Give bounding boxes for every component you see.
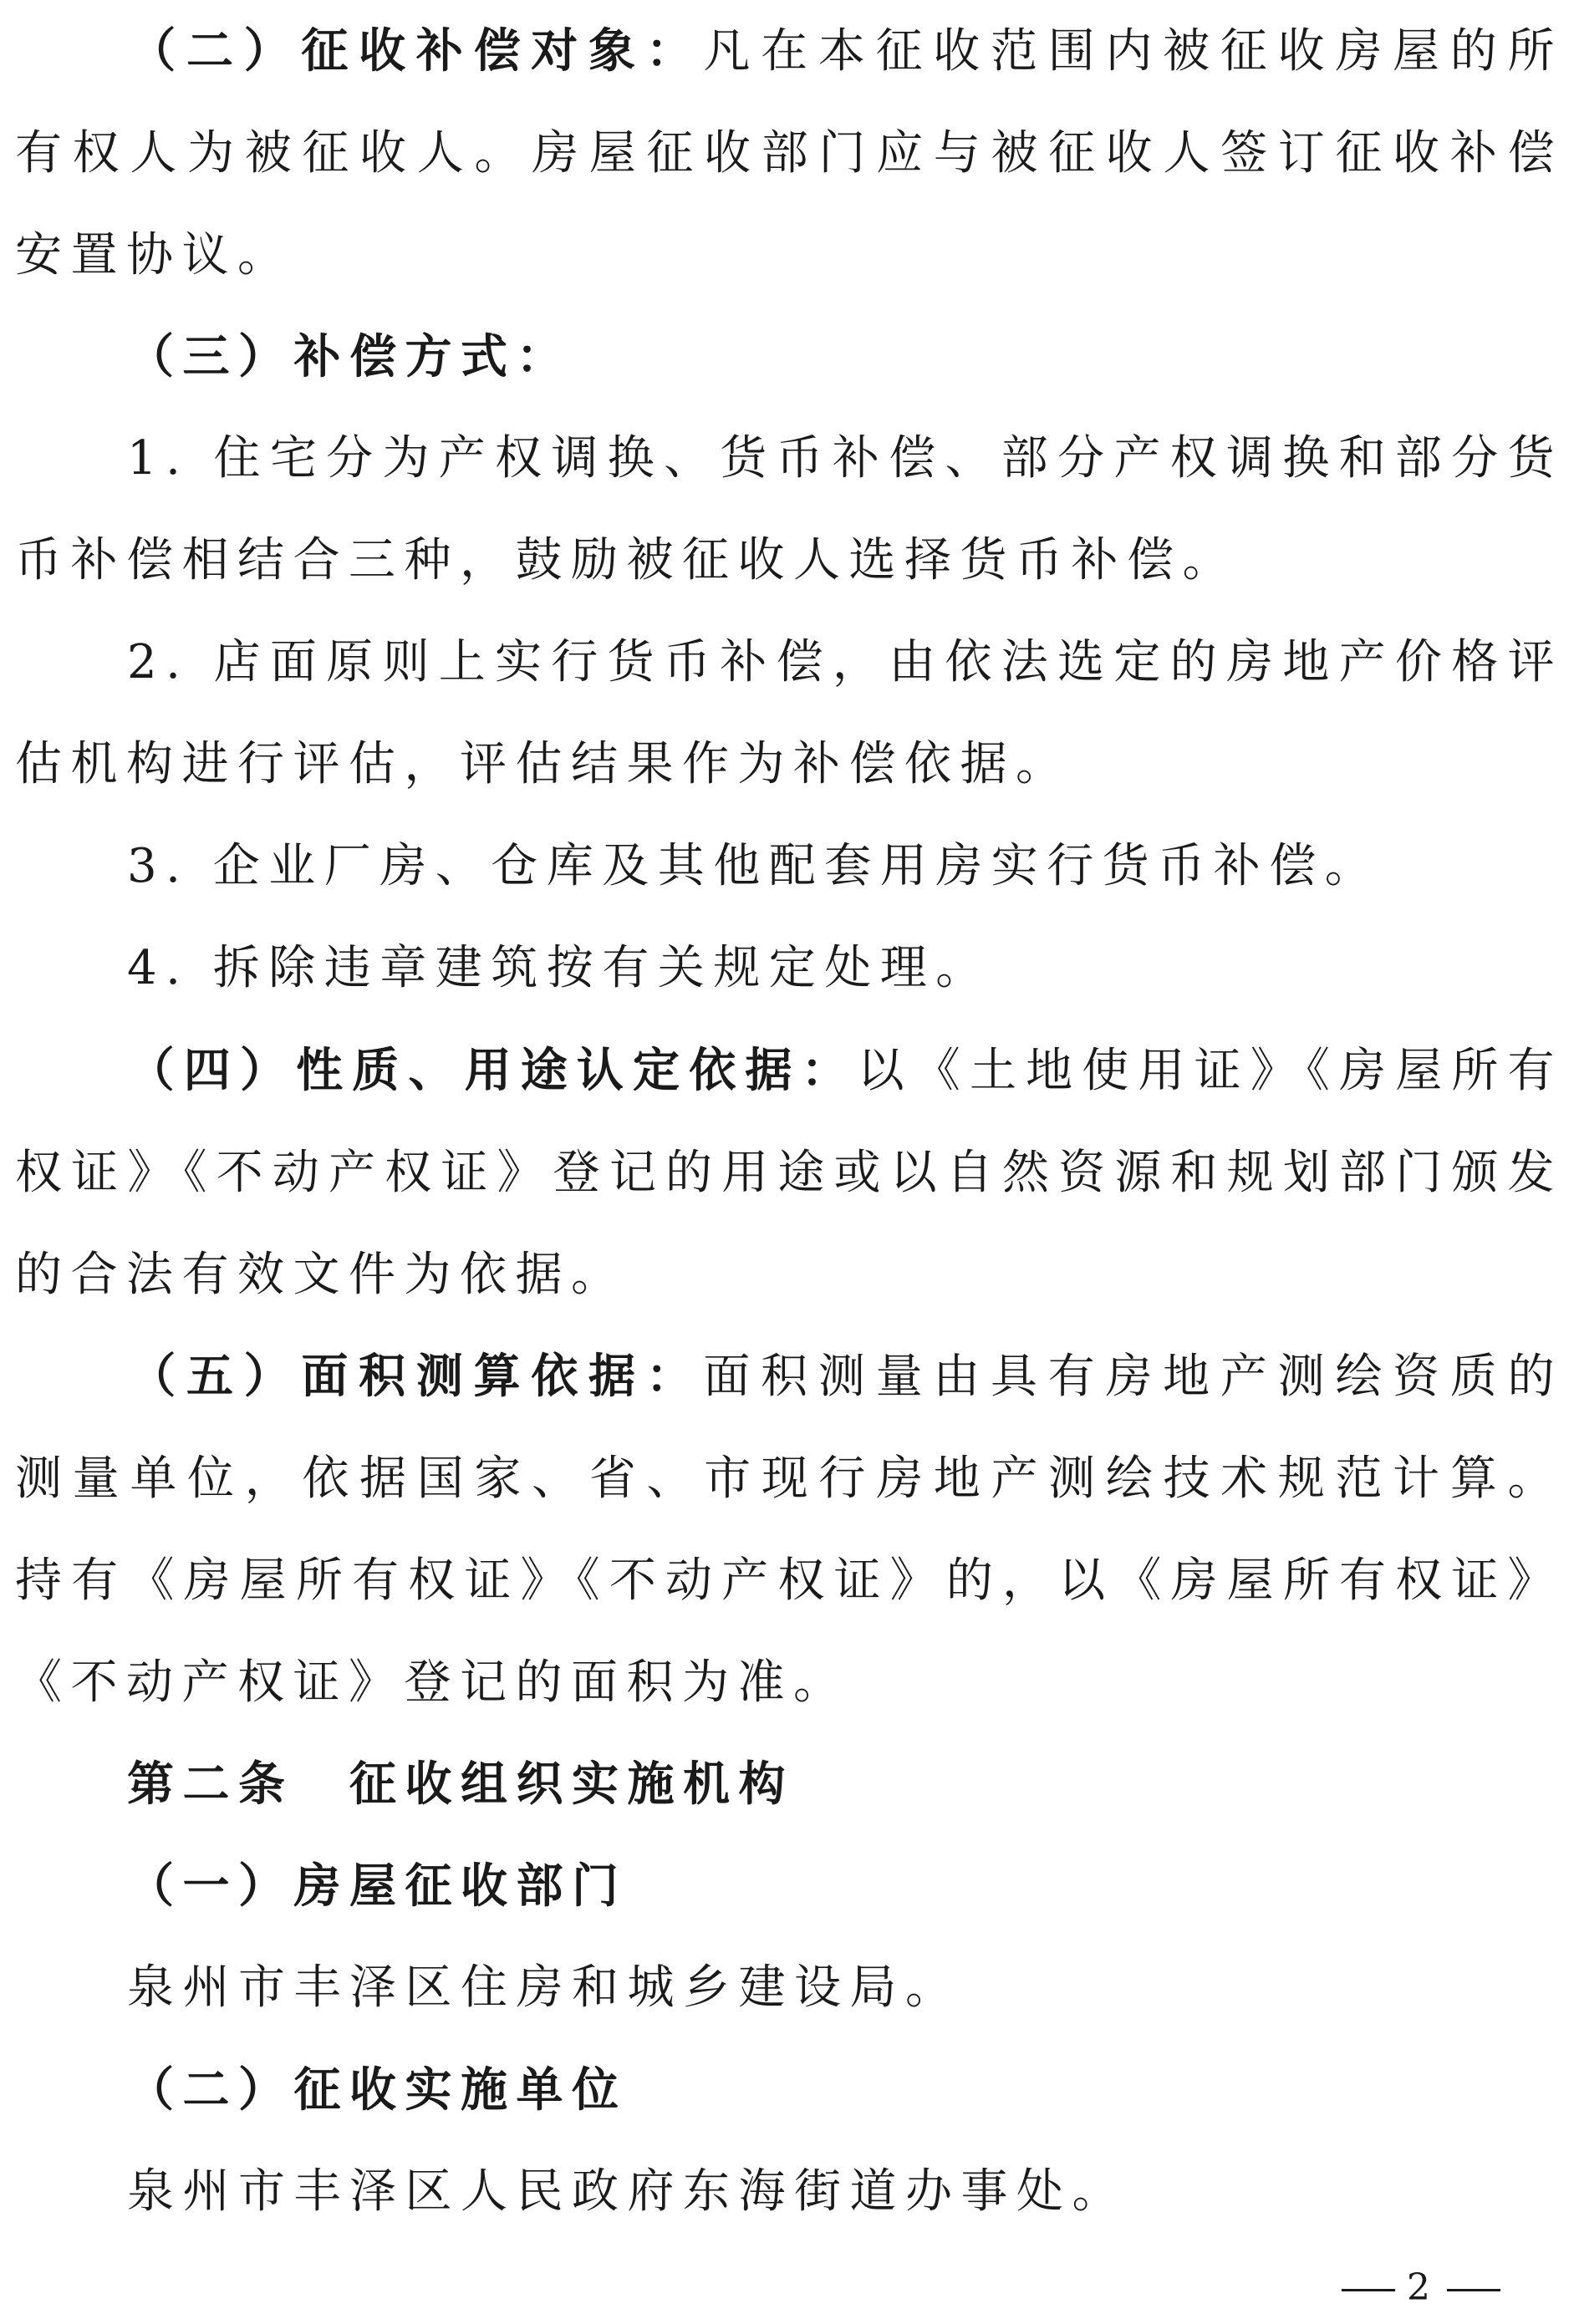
paragraph-usage-basis bbox=[15, 1020, 1563, 1326]
paragraph-lead: （三）补偿方式： bbox=[127, 329, 572, 384]
paragraph-text: 3. 企业厂房、仓库及其他配套用房实行货币补偿。 bbox=[127, 839, 1381, 893]
paragraph-area-basis bbox=[15, 1325, 1563, 1734]
section-title: （二）征收实施单位 bbox=[127, 2062, 628, 2118]
paragraph-text: 泉州市丰泽区人民政府东海街道办事处。 bbox=[127, 2164, 1128, 2219]
section-title: （一）房屋征收部门 bbox=[127, 1859, 628, 1914]
page-number: 2 bbox=[1407, 2266, 1435, 2309]
article-title: 第二条 征收组织实施机构 bbox=[127, 1757, 794, 1812]
paragraph-text: 4. 拆除违章建筑按有关规定处理。 bbox=[127, 941, 991, 995]
paragraph-lead: （四）性质、用途认定依据： bbox=[127, 1043, 858, 1098]
paragraph-housing-department bbox=[15, 1937, 1563, 2039]
article-heading bbox=[15, 1733, 1563, 1835]
paragraph-text: 泉州市丰泽区住房和城乡建设局。 bbox=[127, 1960, 961, 2015]
paragraph-body: 凡在本征收范围内被征收房屋的所有权人为被征收人。房屋征收部门应与被征收人签订征收补偿安置协议。 bbox=[15, 24, 1564, 282]
paragraph-text: 2. 店面原则上实行货币补偿，由依法选定的房地产价格评估机构进行评估，评估结果作为补偿依据。 bbox=[15, 635, 1563, 791]
paragraph-compensation-methods bbox=[15, 306, 1563, 409]
paragraph-item-4 bbox=[15, 918, 1563, 1020]
paragraph-compensation-objects bbox=[15, 0, 1563, 307]
footer-dash-right bbox=[1447, 2289, 1500, 2291]
section-heading-housing-department bbox=[15, 1835, 1563, 1937]
paragraph-body: 以《土地使用证》《房屋所有权证》《不动产权证》登记的用途或以自然资源和规划部门颁发的合法有效文件为依据。 bbox=[15, 1044, 1564, 1302]
paragraph-item-2 bbox=[15, 612, 1563, 816]
paragraph-text: 1. 住宅分为产权调换、货币补偿、部分产权调换和部分货币补偿相结合三种，鼓励被征收人选择货币补偿。 bbox=[15, 431, 1563, 587]
paragraph-body: 面积测量由具有房地产测绘资质的测量单位，依据国家、省、市现行房地产测绘技术规范计算。持有《房屋所有权证》《不动产权证》的，以《房屋所有权证》《不动产权证》登记的面积为准。 bbox=[15, 1350, 1564, 1710]
paragraph-item-3 bbox=[15, 816, 1563, 918]
paragraph-lead: （五）面积测算依据： bbox=[127, 1349, 704, 1404]
paragraph-implementing-unit bbox=[15, 2141, 1563, 2243]
page-footer bbox=[1330, 2263, 1512, 2313]
section-heading-implementing-unit bbox=[15, 2039, 1563, 2141]
paragraph-lead: （二）征收补偿对象： bbox=[127, 23, 704, 79]
footer-dash-left bbox=[1342, 2289, 1395, 2291]
paragraph-item-1 bbox=[15, 408, 1563, 612]
